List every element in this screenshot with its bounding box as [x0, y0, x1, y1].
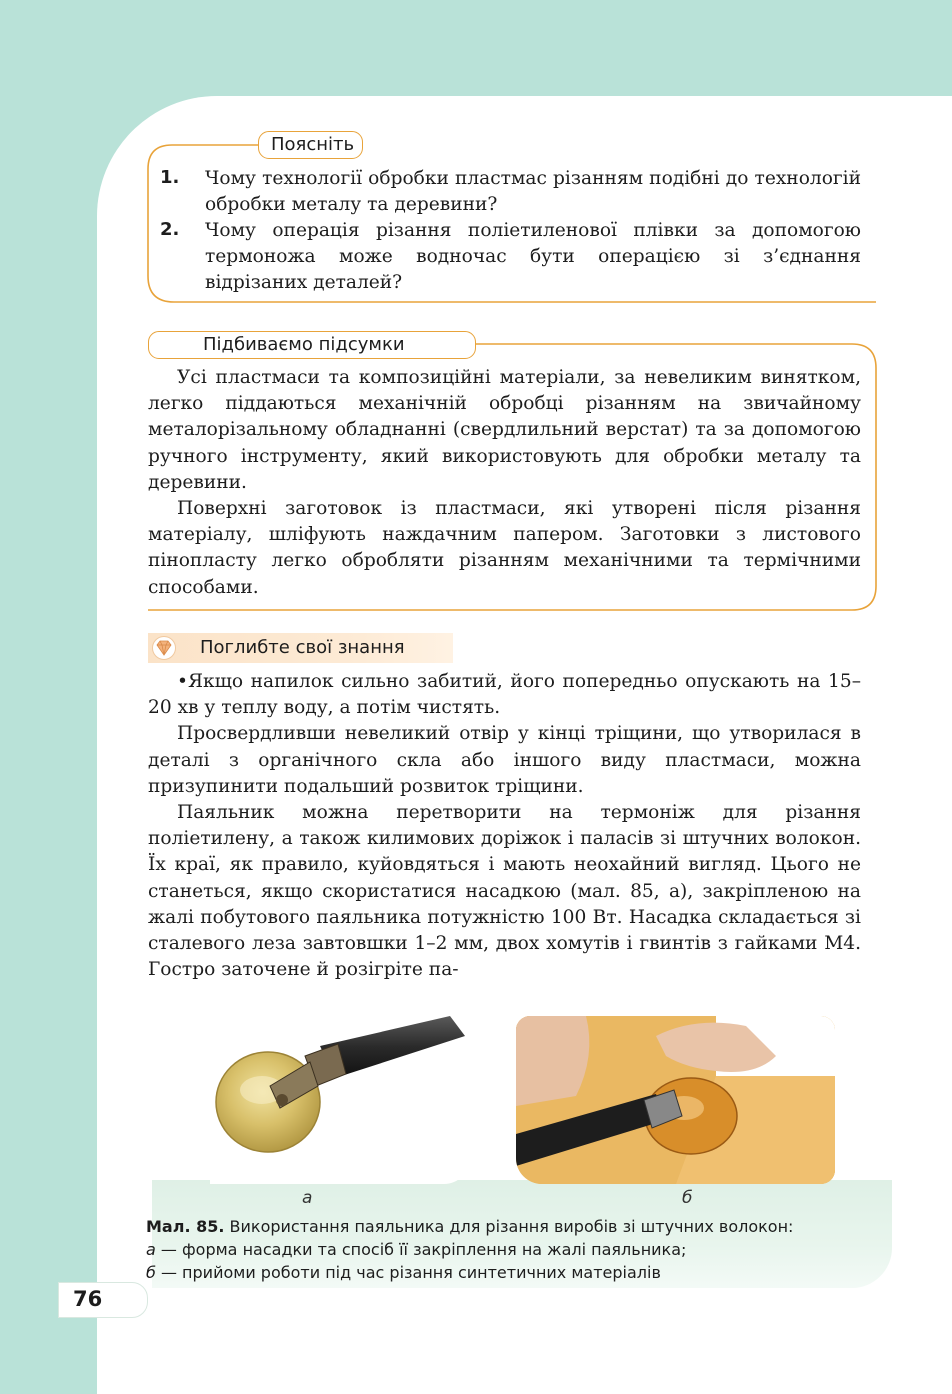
- diamond-icon: [152, 636, 176, 660]
- deepen-paragraph: Просвердливши невеликий отвір у кінці тріщини, що утворилася в деталі з органічного скла або іншого виду пластмаси, можна призупинити подальший розвиток тріщини.: [148, 723, 861, 797]
- deepen-body: [148, 669, 861, 983]
- caption-text: Використання паяльника для різання виробів зі штучних волокон:: [224, 1217, 794, 1236]
- caption-text: — прийоми роботи під час різання синтетичних матеріалів: [155, 1263, 661, 1282]
- photo-a-label: а: [302, 1188, 313, 1208]
- figure-caption-line-2: [146, 1239, 686, 1261]
- question-number: 2.: [160, 219, 180, 240]
- soldering-tip-photo: [210, 1016, 470, 1184]
- figure-caption-line-3: [146, 1262, 661, 1284]
- summary-body: [148, 365, 861, 601]
- deepen-paragraph: Паяльник можна перетворити на термоніж для різання поліетилену, а також килимових доріжок і паласів зі штучних волокон. Їх краї, як правило, куйовдяться і мають неохайний вигляд. Цього не станеться, якщо скористатися насадкою (мал. 85, а), закріпленою на жалі побутового паяльника потужністю 100 Вт. Насадка складається зі сталевого леза завтовшки 1–2 мм, двох хомутів і гвинтів з гайками М4. Гостро заточене й розігріте па-: [148, 802, 861, 981]
- cutting-process-photo: [516, 1016, 835, 1184]
- summary-paragraph: Поверхні заготовок із пластмаси, які утворені після різання матеріалу, шліфують наждачним папером. Заготовки з листового пінопласту легко обробляти різанням механічними та термічними способами.: [148, 498, 861, 598]
- page-number: 76: [73, 1287, 103, 1311]
- photo-a: [210, 1016, 470, 1184]
- explain-title: Поясніть: [258, 131, 363, 159]
- summary-title: Підбиваємо підсумки: [148, 331, 476, 359]
- question-text: Чому технології обробки пластмас різанням подібні до технологій обробки металу та деревини?: [205, 168, 861, 216]
- question-number: 1.: [160, 167, 180, 188]
- caption-text: — форма насадки та спосіб її закріплення на жалі паяльника;: [155, 1240, 687, 1259]
- question-text: Чому операція різання поліетиленової плівки за допомогою термоножа може водночас бути операцією зі з’єднання відрізаних деталей?: [205, 220, 861, 294]
- deepen-title: Поглибте свої знання: [200, 637, 405, 658]
- photo-b-label: б: [682, 1188, 693, 1208]
- photo-b: [516, 1016, 835, 1184]
- caption-letter: а: [146, 1240, 156, 1259]
- figure-number: Мал. 85.: [146, 1217, 225, 1236]
- page-number-tab: [58, 1282, 148, 1318]
- deepen-paragraph: •Якщо напилок сильно забитий, його попередньо опускають на 15–20 хв у теплу воду, а потім чистять.: [148, 671, 861, 719]
- caption-letter: б: [146, 1263, 156, 1282]
- summary-paragraph: Усі пластмаси та композиційні матеріали, за невеликим винятком, легко піддаються механічній обробці різанням на звичайному металорізальному обладнанні (свердлильний верстат) та за допомогою ручного інструменту, який використовують для обробки металу та деревини.: [148, 367, 861, 493]
- figure-caption-line-1: [146, 1216, 793, 1238]
